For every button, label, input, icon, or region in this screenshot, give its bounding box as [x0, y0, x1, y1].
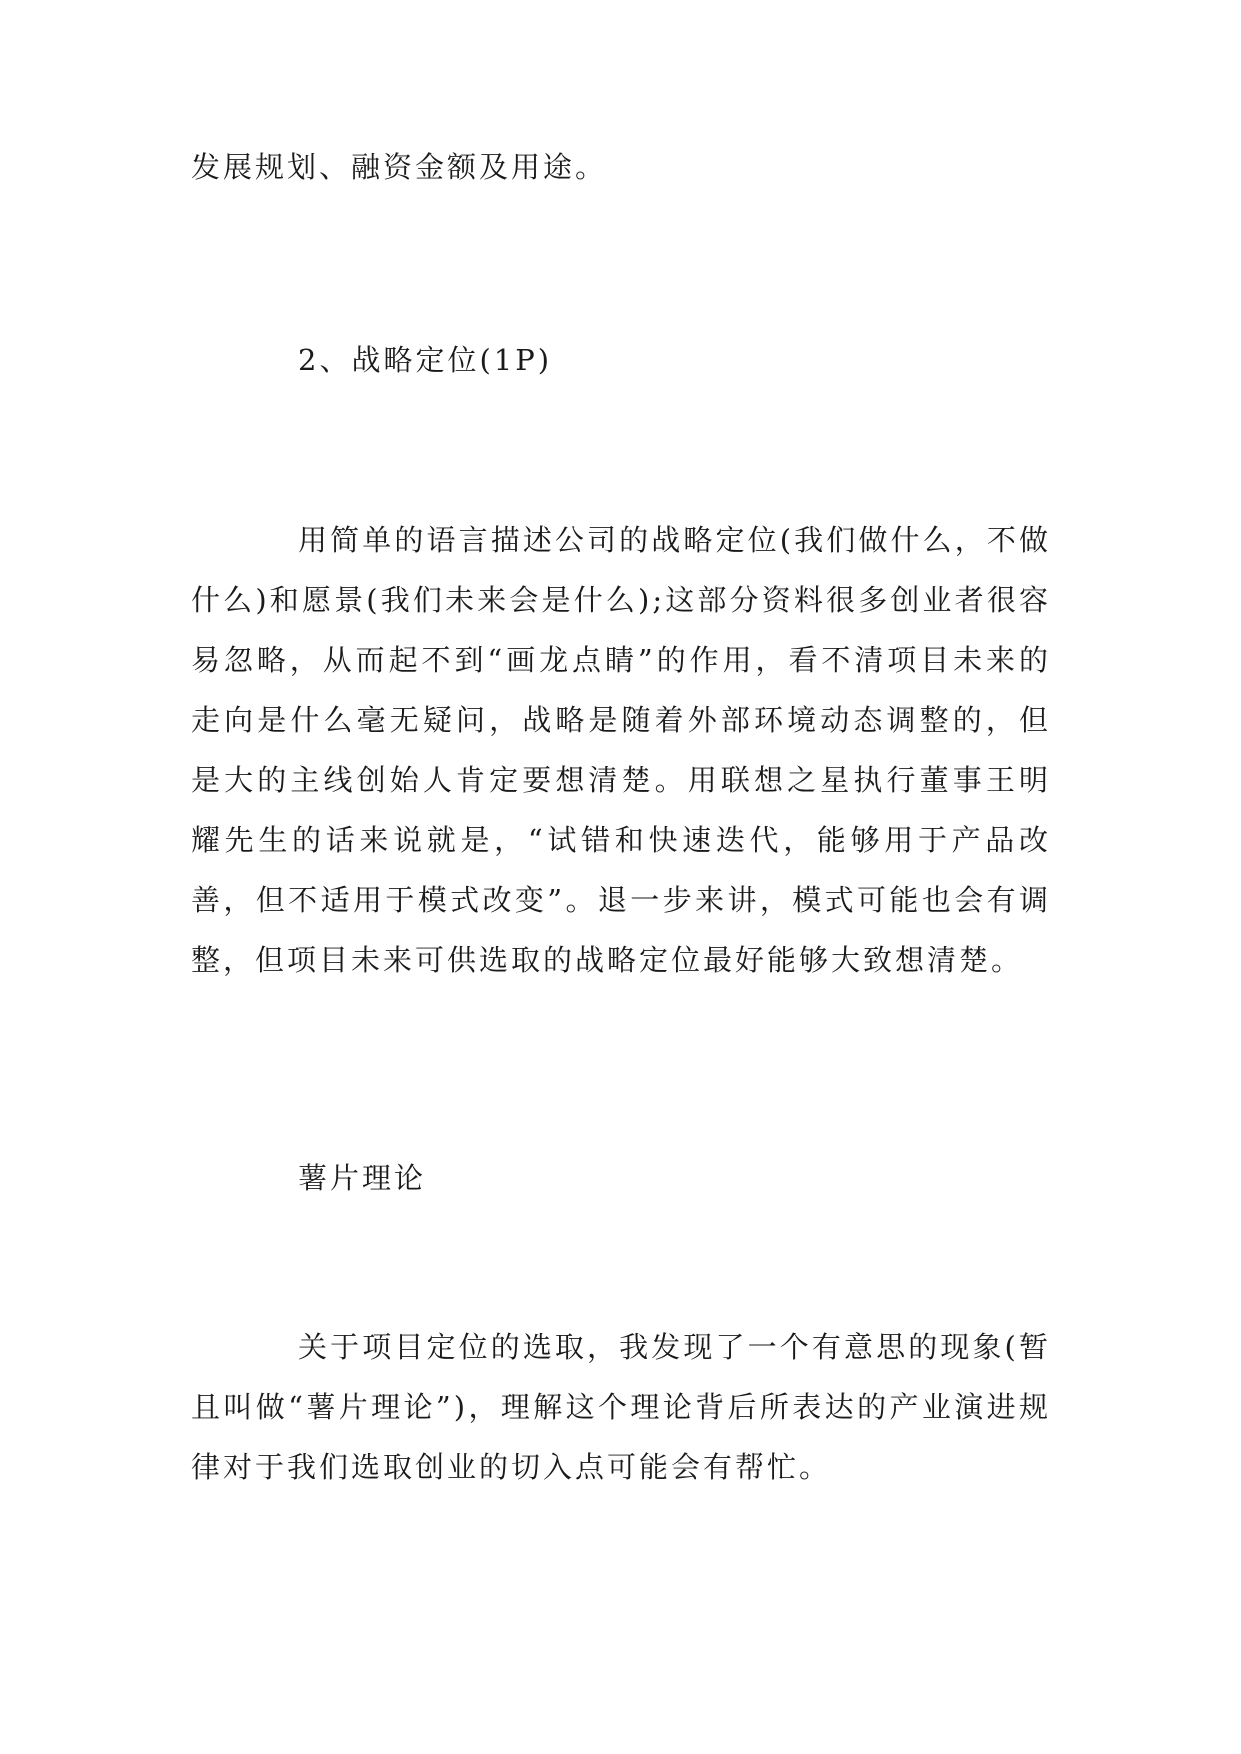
section-heading: 2、战略定位(1P) [298, 343, 553, 377]
chips-theory-paragraph: 关于项目定位的选取，我发现了一个有意思的现象(暂且叫做“薯片理论”)，理解这个理论背后所表达的产业演进规律对于我们选取创业的切入点可能会有帮忙。 [191, 1330, 1051, 1484]
subheading-chips-theory: 薯片理论 [298, 1161, 427, 1195]
strategy-paragraph: 用简单的语言描述公司的战略定位(我们做什么，不做什么)和愿景(我们未来会是什么);这部分资料很多创业者很容易忽略，从而起不到“画龙点睛”的作用，看不清项目未来的走向是什么毫无疑问，战略是随着外部环境动态调整的，但是大的主线创始人肯定要想清楚。用联想之星执行董事王明耀先生的话来说就是，“试错和快速迭代，能够用于产品改善，但不适用于模式改变”。退一步来讲，模式可能也会有调整，但项目未来可供选取的战略定位最好能够大致想清楚。 [191, 523, 1051, 977]
intro-tail-paragraph: 发展规划、融资金额及用途。 [191, 150, 608, 184]
